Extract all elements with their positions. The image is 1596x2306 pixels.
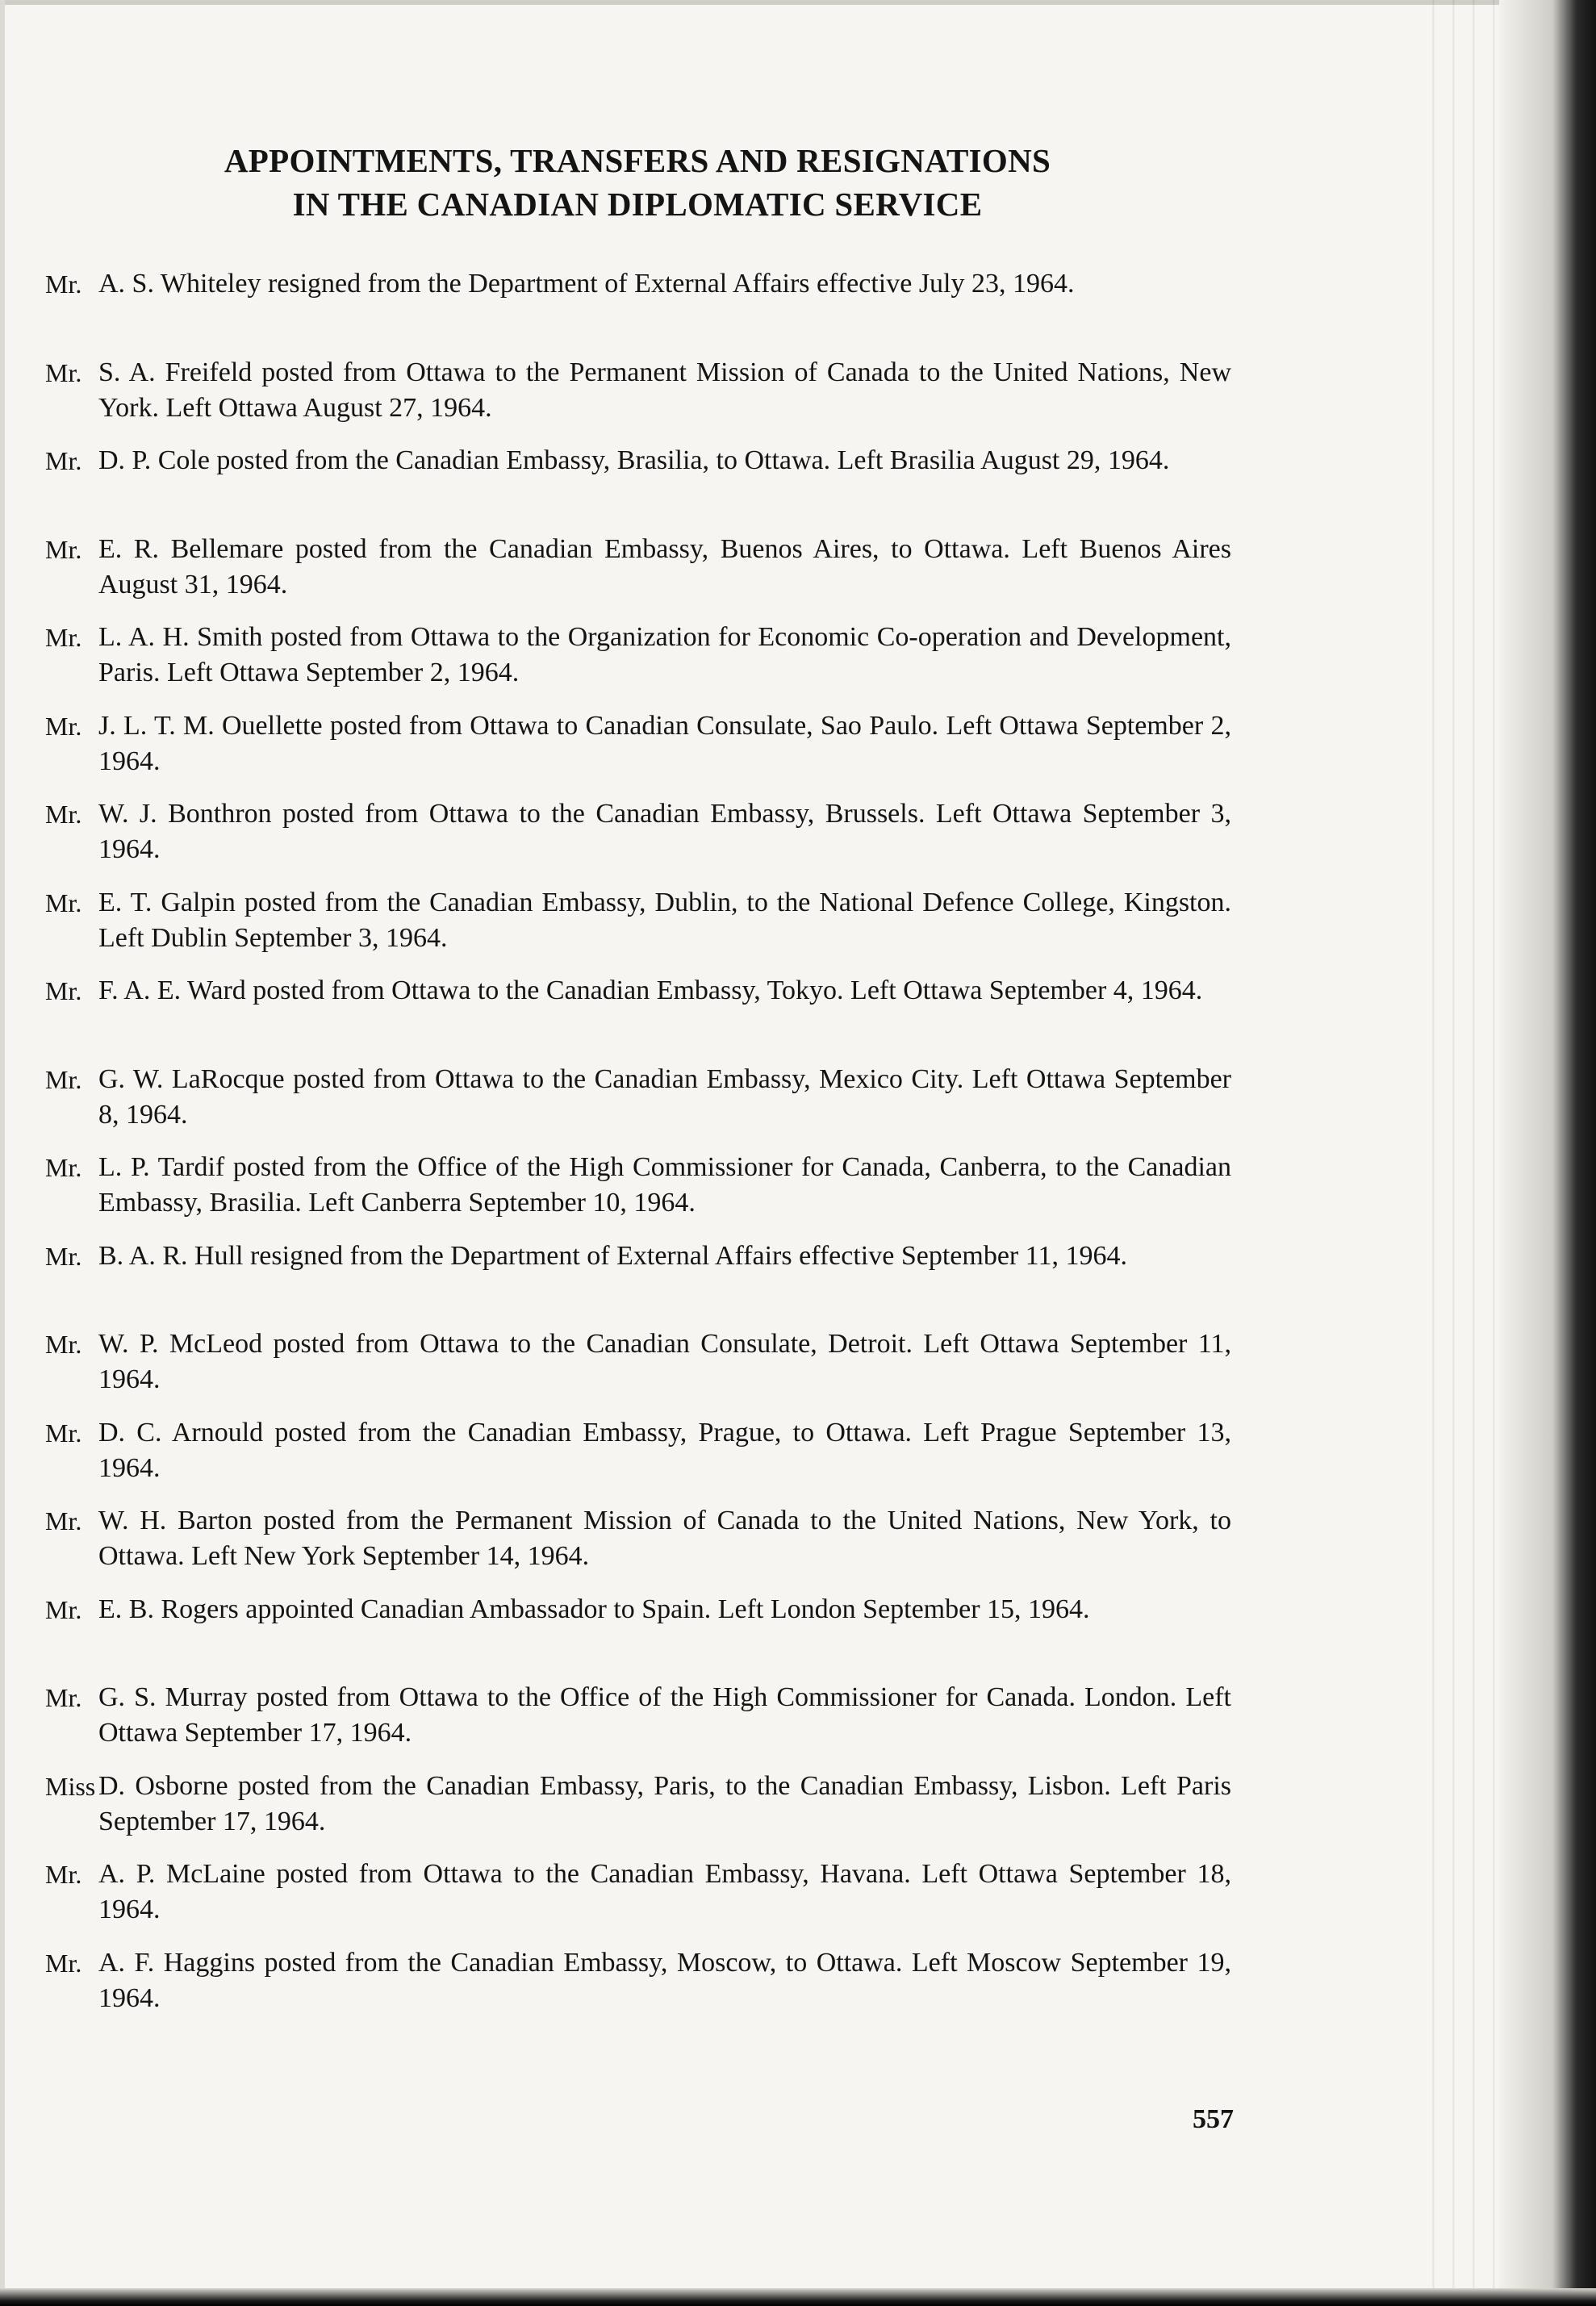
honorific: Mr. (45, 446, 82, 475)
list-item (45, 1769, 1231, 1857)
list-item (45, 1239, 1231, 1327)
entry-text: F. A. E. Ward posted from Ottawa to the Canadian Embassy, Tokyo. Left Ottawa September 4, 1964. (98, 975, 1203, 1005)
honorific: Mr. (45, 800, 82, 829)
entry-text: L. A. H. Smith posted from Ottawa to the Organization for Economic Co-operation and Development, Paris. Left Ottawa September 2, 1964. (98, 622, 1231, 687)
list-item (45, 796, 1231, 885)
entry-text: W. P. McLeod posted from Ottawa to the Canadian Consulate, Detroit. Left Ottawa September 11, 1964. (98, 1329, 1231, 1394)
list-item (45, 885, 1231, 974)
honorific: Mr. (45, 1330, 82, 1359)
entry-text: E. R. Bellemare posted from the Canadian Embassy, Buenos Aires, to Ottawa. Left Buenos Aires August 31, 1964. (98, 533, 1231, 599)
page-left-edge (0, 0, 5, 2306)
entry-text: B. A. R. Hull resigned from the Department of External Affairs effective September 11, 1964. (98, 1240, 1127, 1271)
entry-text: E. B. Rogers appointed Canadian Ambassador to Spain. Left London September 15, 1964. (98, 1594, 1090, 1624)
list-item (45, 1062, 1231, 1151)
honorific: Mr. (45, 623, 82, 652)
entry-text: A. F. Haggins posted from the Canadian Embassy, Moscow, to Ottawa. Left Moscow September 19, 1964. (98, 1947, 1231, 2013)
list-item (45, 620, 1231, 708)
entry-text: A. P. McLaine posted from Ottawa to the Canadian Embassy, Havana. Left Ottawa September 18, 1964. (98, 1859, 1231, 1924)
honorific: Mr. (45, 1418, 82, 1448)
list-item (45, 1150, 1231, 1239)
list-item (45, 1592, 1231, 1681)
page-bottom-edge (0, 2288, 1596, 2306)
entry-text: W. J. Bonthron posted from Ottawa to the Canadian Embassy, Brussels. Left Ottawa September 3, 1964. (98, 799, 1231, 864)
entry-text: J. L. T. M. Ouellette posted from Ottawa to Canadian Consulate, Sao Paulo. Left Ottawa September 2, 1964. (98, 710, 1231, 776)
binding-shadow-lines (1414, 0, 1495, 2306)
title-line-2: IN THE CANADIAN DIPLOMATIC SERVICE (292, 186, 983, 223)
binding-shadow (1499, 0, 1596, 2306)
honorific: Mr. (45, 534, 82, 564)
entry-text: G. S. Murray posted from Ottawa to the Office of the High Commissioner for Canada. London. Left Ottawa September 17, 1964. (98, 1682, 1231, 1748)
entry-text: W. H. Barton posted from the Permanent Mission of Canada to the United Nations, New York, to Ottawa. Left New York September 14, 1964. (98, 1506, 1231, 1571)
list-item (45, 1415, 1231, 1504)
list-item (45, 708, 1231, 797)
list-item (45, 1326, 1231, 1415)
entry-text: A. S. Whiteley resigned from the Department of External Affairs effective July 23, 1964. (98, 269, 1075, 299)
honorific: Mr. (45, 1153, 82, 1182)
list-item (45, 266, 1231, 355)
honorific: Mr. (45, 1860, 82, 1889)
honorific: Mr. (45, 1506, 82, 1535)
honorific: Mr. (45, 1683, 82, 1712)
honorific: Mr. (45, 711, 82, 741)
honorific: Mr. (45, 269, 82, 299)
entry-text: L. P. Tardif posted from the Office of the High Commissioner for Canada, Canberra, to the Canadian Embassy, Brasilia. Left Canberra September 10, 1964. (98, 1152, 1231, 1218)
honorific: Miss (45, 1771, 96, 1801)
entry-text: D. P. Cole posted from the Canadian Embassy, Brasilia, to Ottawa. Left Brasilia August 29, 1964. (98, 445, 1170, 475)
entry-text: D. C. Arnould posted from the Canadian Embassy, Prague, to Ottawa. Left Prague September 13, 1964. (98, 1417, 1231, 1483)
honorific: Mr. (45, 1948, 82, 1978)
list-item (45, 1503, 1231, 1592)
honorific: Mr. (45, 888, 82, 917)
page-number: 557 (1193, 2104, 1234, 2134)
list-item (45, 1945, 1231, 2034)
document-title (194, 139, 1081, 226)
entries-list (45, 266, 1231, 2033)
entry-text: D. Osborne posted from the Canadian Embassy, Paris, to the Canadian Embassy, Lisbon. Left Paris September 17, 1964. (98, 1770, 1231, 1836)
entry-text: E. T. Galpin posted from the Canadian Embassy, Dublin, to the National Defence College, Kingston. Left Dublin September 3, 1964. (98, 887, 1231, 953)
honorific: Mr. (45, 976, 82, 1005)
list-item (45, 973, 1231, 1062)
honorific: Mr. (45, 1064, 82, 1094)
title-line-1: APPOINTMENTS, TRANSFERS AND RESIGNATIONS (224, 142, 1051, 179)
list-item (45, 1680, 1231, 1769)
entry-text: G. W. LaRocque posted from Ottawa to the Canadian Embassy, Mexico City. Left Ottawa September 8, 1964. (98, 1063, 1231, 1130)
honorific: Mr. (45, 1594, 82, 1624)
page-top-edge (0, 0, 1596, 5)
honorific: Mr. (45, 357, 82, 387)
list-item (45, 355, 1231, 444)
honorific: Mr. (45, 1241, 82, 1271)
list-item (45, 1857, 1231, 1945)
list-item (45, 443, 1231, 532)
list-item (45, 532, 1231, 620)
entry-text: S. A. Freifeld posted from Ottawa to the Permanent Mission of Canada to the United Nations, New York. Left Ottawa August 27, 1964. (98, 357, 1231, 423)
